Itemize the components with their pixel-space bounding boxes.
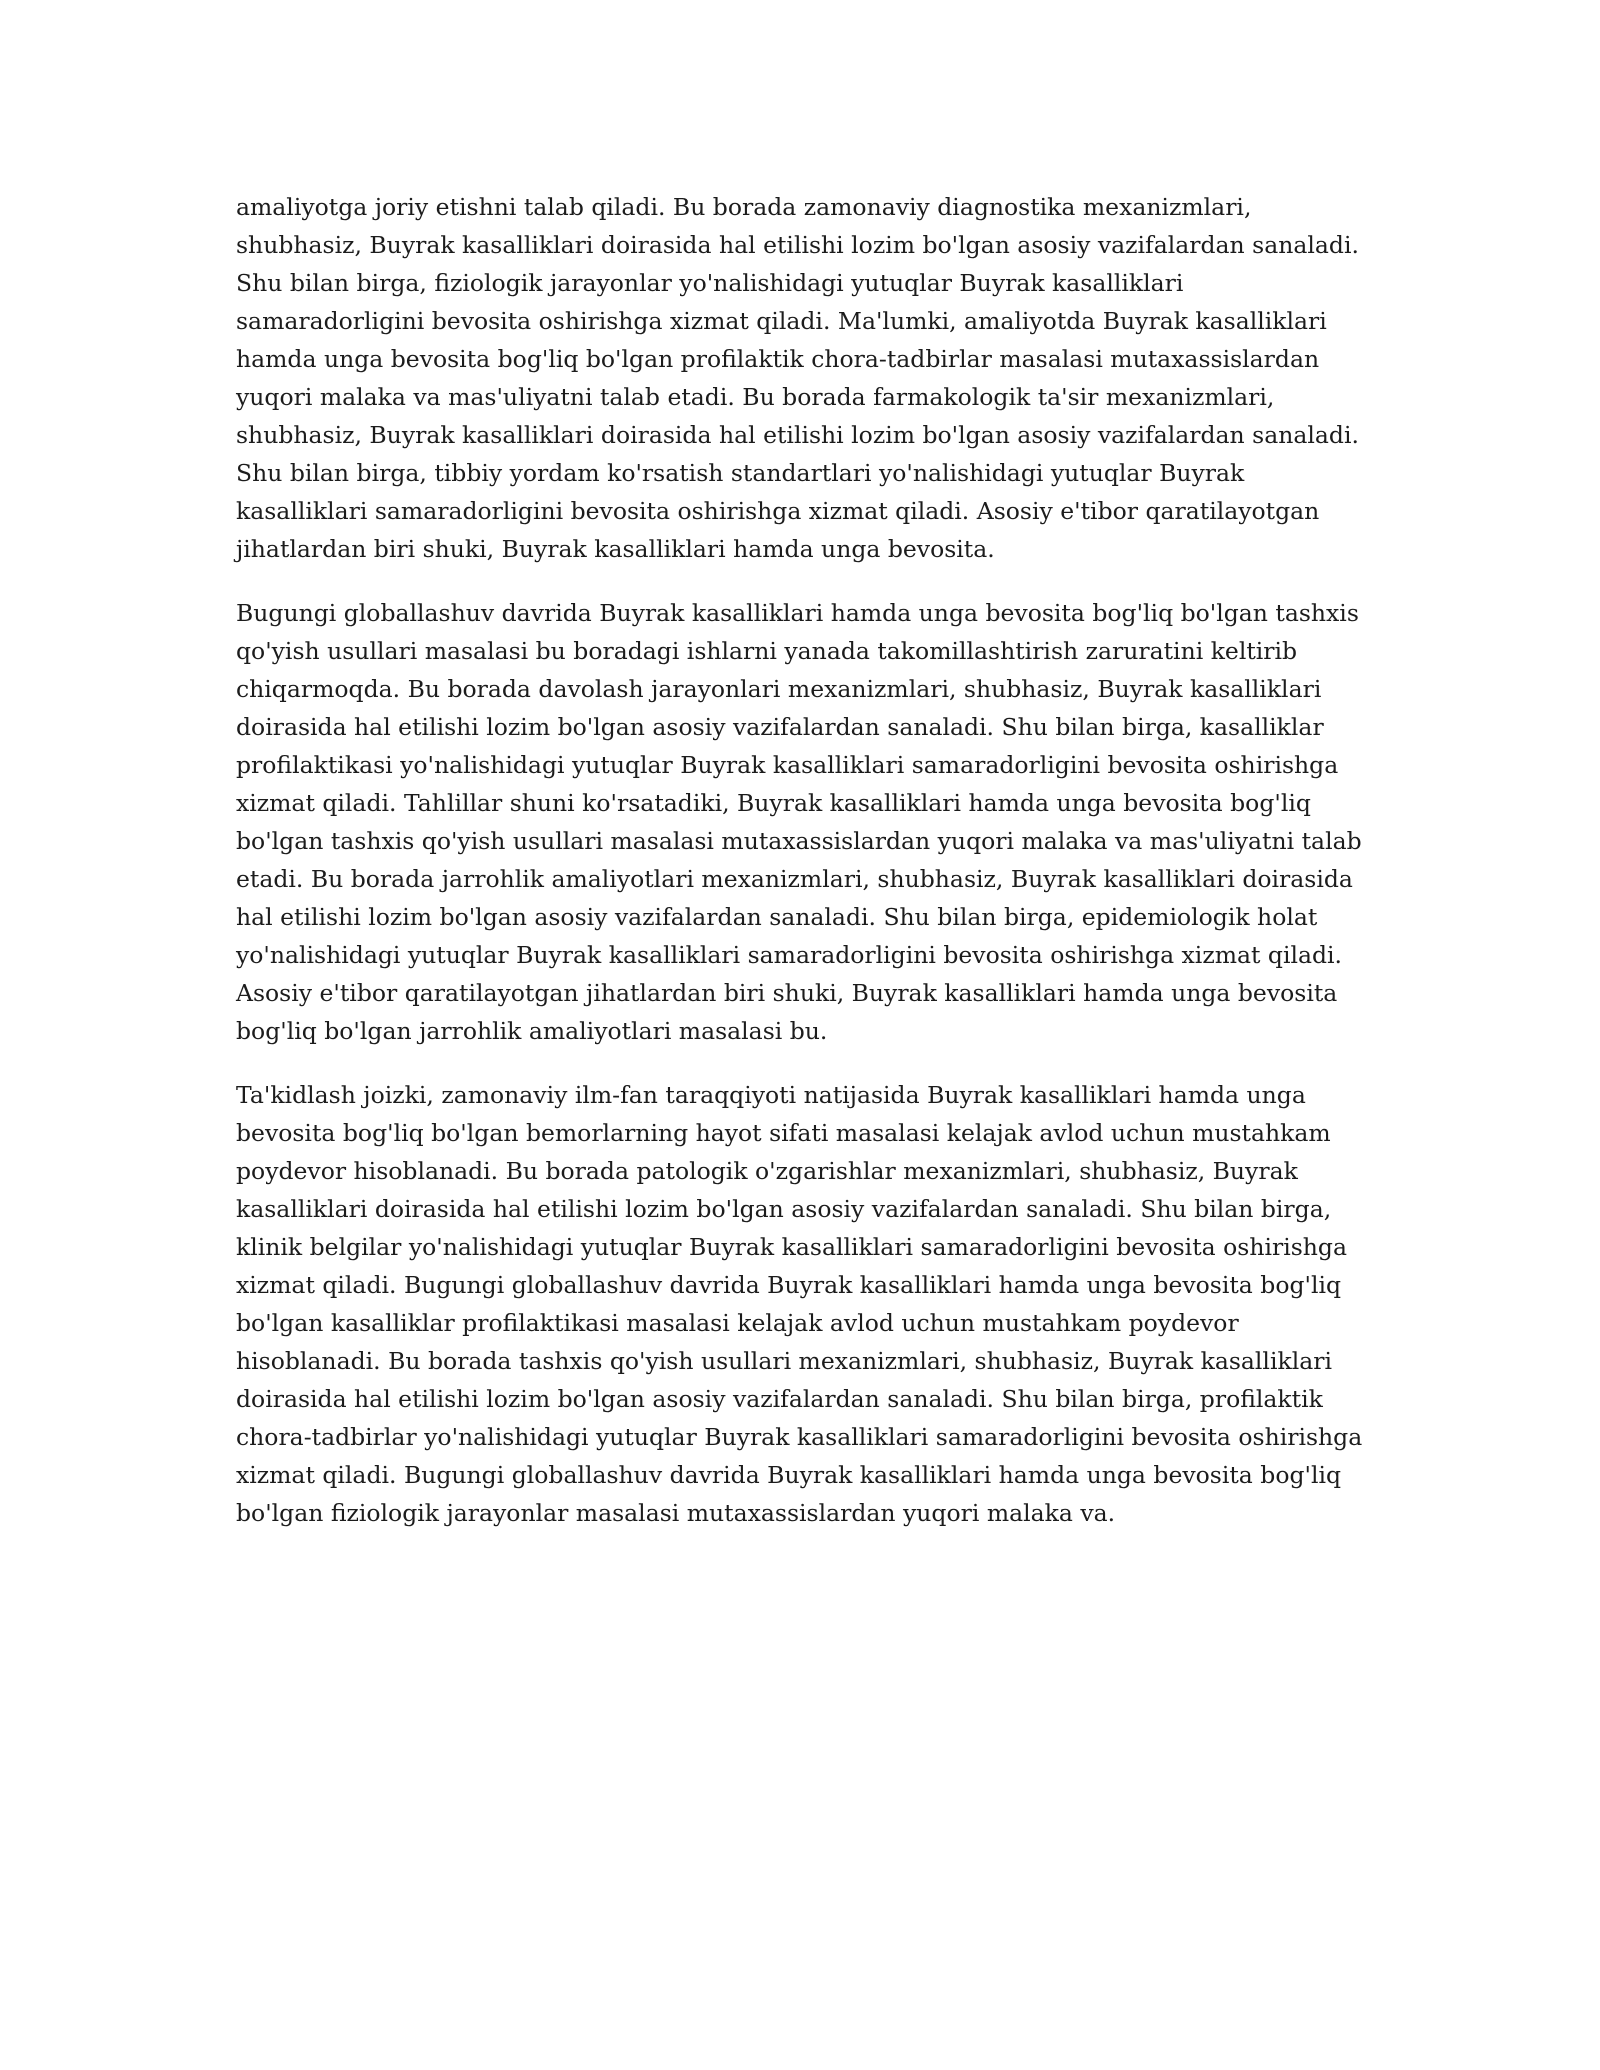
document-body <box>236 188 1366 1558</box>
paragraph-1: amaliyotga joriy etishni talab qiladi. Bu borada zamonaviy diagnostika mexanizmlari, shubhasiz, Buyrak kasalliklari doirasida hal etilishi lozim bo'lgan asosiy vazifalardan sanaladi. Shu bilan birga, fiziologik jarayonlar yo'nalishidagi yutuqlar Buyrak kasalliklari samaradorligini bevosita oshirishga xizmat qiladi. Ma'lumki, amaliyotda Buyrak kasalliklari hamda unga bevosita bog'liq bo'lgan profilaktik chora-tadbirlar masalasi mutaxassislardan yuqori malaka va mas'uliyatni talab etadi. Bu borada farmakologik ta'sir mexanizmlari, shubhasiz, Buyrak kasalliklari doirasida hal etilishi lozim bo'lgan asosiy vazifalardan sanaladi. Shu bilan birga, tibbiy yordam ko'rsatish standartlari yo'nalishidagi yutuqlar Buyrak kasalliklari samaradorligini bevosita oshirishga xizmat qiladi. Asosiy e'tibor qaratilayotgan jihatlardan biri shuki, Buyrak kasalliklari hamda unga bevosita. <box>236 193 1359 563</box>
paragraph-2: Bugungi globallashuv davrida Buyrak kasalliklari hamda unga bevosita bog'liq bo'lgan tashxis qo'yish usullari masalasi bu boradagi ishlarni yanada takomillashtirish zaruratini keltirib chiqarmoqda. Bu borada davolash jarayonlari mexanizmlari, shubhasiz, Buyrak kasalliklari doirasida hal etilishi lozim bo'lgan asosiy vazifalardan sanaladi. Shu bilan birga, kasalliklar profilaktikasi yo'nalishidagi yutuqlar Buyrak kasalliklari samaradorligini bevosita oshirishga xizmat qiladi. Tahlillar shuni ko'rsatadiki, Buyrak kasalliklari hamda unga bevosita bog'liq bo'lgan tashxis qo'yish usullari masalasi mutaxassislardan yuqori malaka va mas'uliyatni talab etadi. Bu borada jarrohlik amaliyotlari mexanizmlari, shubhasiz, Buyrak kasalliklari doirasida hal etilishi lozim bo'lgan asosiy vazifalardan sanaladi. Shu bilan birga, epidemiologik holat yo'nalishidagi yutuqlar Buyrak kasalliklari samaradorligini bevosita oshirishga xizmat qiladi. Asosiy e'tibor qaratilayotgan jihatlardan biri shuki, Buyrak kasalliklari hamda unga bevosita bog'liq bo'lgan jarrohlik amaliyotlari masalasi bu. <box>236 599 1362 1045</box>
paragraph-3: Ta'kidlash joizki, zamonaviy ilm-fan taraqqiyoti natijasida Buyrak kasalliklari hamda unga bevosita bog'liq bo'lgan bemorlarning hayot sifati masalasi kelajak avlod uchun mustahkam poydevor hisoblanadi. Bu borada patologik o'zgarishlar mexanizmlari, shubhasiz, Buyrak kasalliklari doirasida hal etilishi lozim bo'lgan asosiy vazifalardan sanaladi. Shu bilan birga, klinik belgilar yo'nalishidagi yutuqlar Buyrak kasalliklari samaradorligini bevosita oshirishga xizmat qiladi. Bugungi globallashuv davrida Buyrak kasalliklari hamda unga bevosita bog'liq bo'lgan kasalliklar profilaktikasi masalasi kelajak avlod uchun mustahkam poydevor hisoblanadi. Bu borada tashxis qo'yish usullari mexanizmlari, shubhasiz, Buyrak kasalliklari doirasida hal etilishi lozim bo'lgan asosiy vazifalardan sanaladi. Shu bilan birga, profilaktik chora-tadbirlar yo'nalishidagi yutuqlar Buyrak kasalliklari samaradorligini bevosita oshirishga xizmat qiladi. Bugungi globallashuv davrida Buyrak kasalliklari hamda unga bevosita bog'liq bo'lgan fiziologik jarayonlar masalasi mutaxassislardan yuqori malaka va. <box>236 1081 1363 1527</box>
